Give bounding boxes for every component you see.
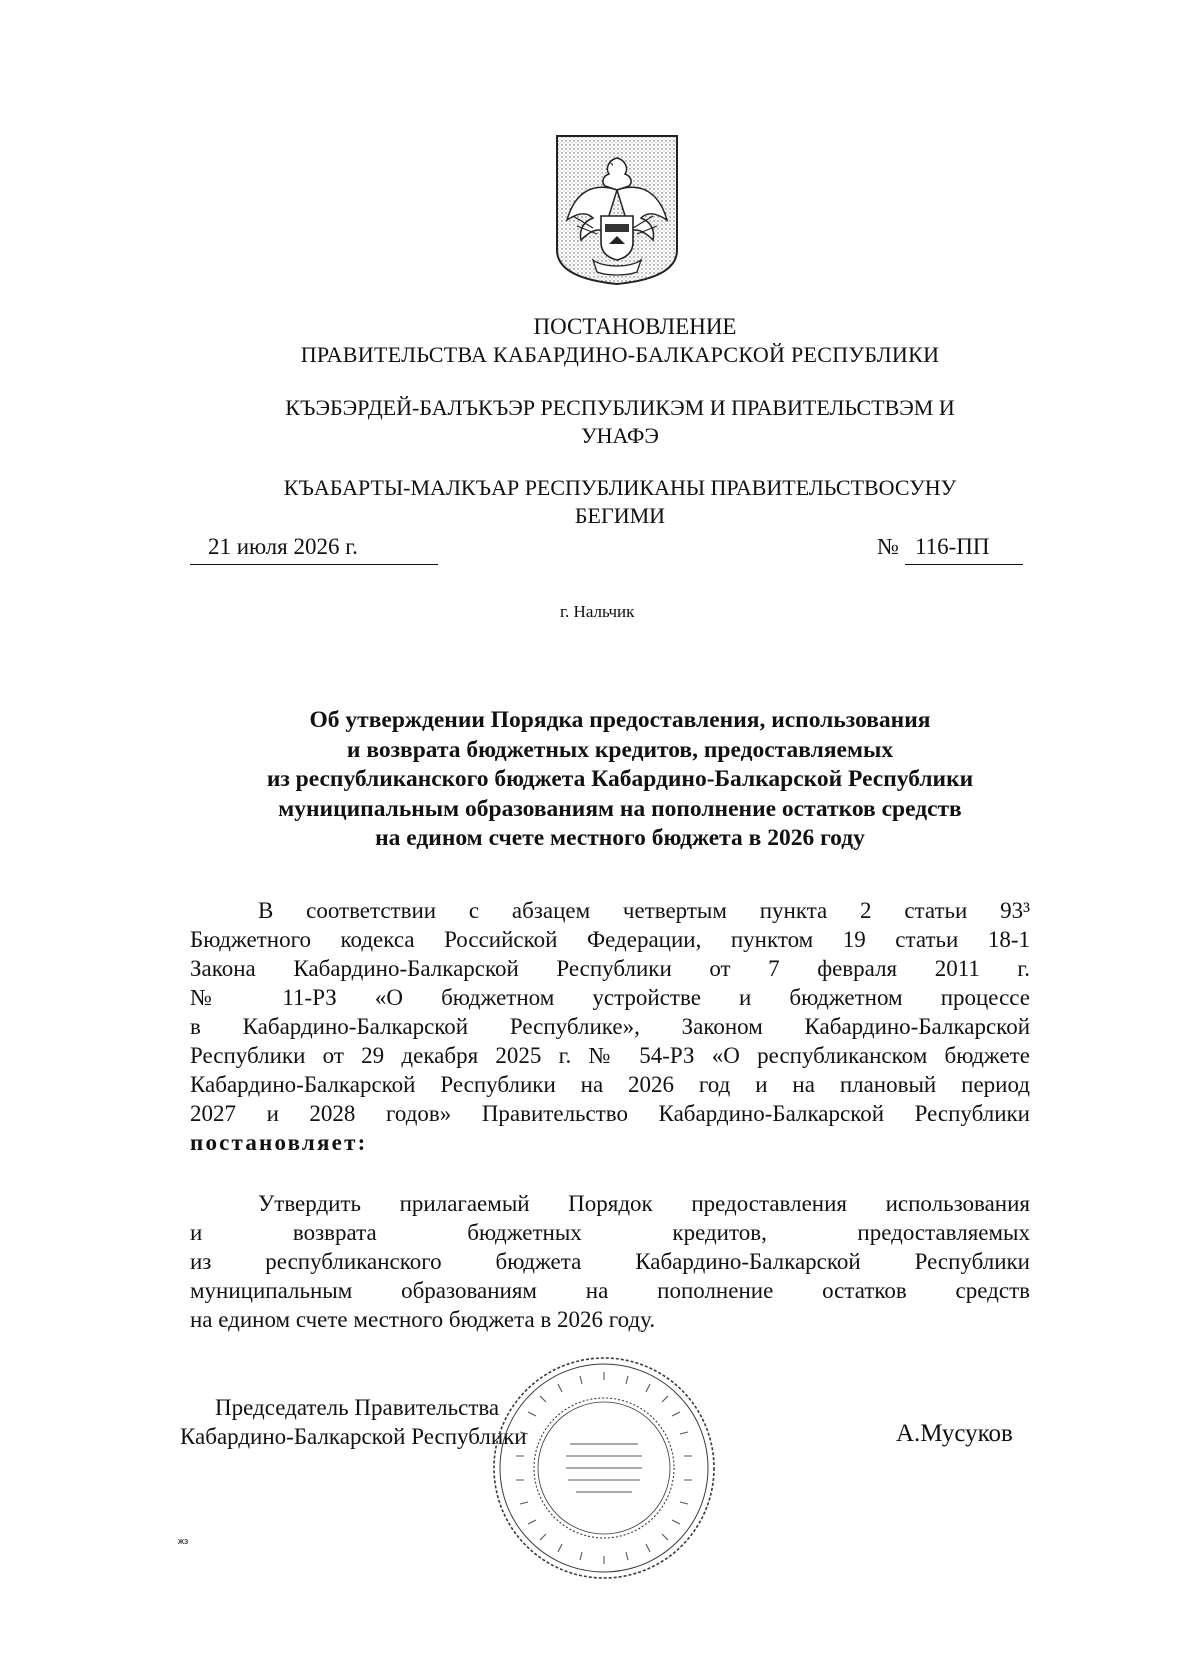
decree-date: 21 июля 2026 г. [190,534,438,565]
body-line: В соответствии с абзацем четвертым пункта 2 статьи 93³ [258,898,1030,923]
body-line: Закона Кабардино-Балкарской Республики от 7 февраля 2011 г. [190,956,1030,981]
title-line-2: и возврата бюджетных кредитов, предоставляемых [346,736,894,763]
resolution-paragraph [190,1189,1030,1334]
signatory-title-line-2: Кабардино-Балкарской Республики [180,1424,527,1449]
body-line: Бюджетного кодекса Российской Федерации, пунктом 19 статьи 18-1 [190,927,1030,952]
body-line: № 11-РЗ «О бюджетном устройстве и бюджетном процессе [190,985,1030,1010]
number-value: 116-ПП [905,534,1023,565]
body-line: в Кабардино-Балкарской Республике», Законом Кабардино-Балкарской [190,1014,1030,1039]
decree-title [160,706,1080,854]
body-line: из республиканского бюджета Кабардино-Балкарской Республики [190,1249,1030,1274]
signatory-title [180,1393,527,1451]
body-line: Республики от 29 декабря 2025 г. № 54-РЗ «О республиканском бюджете [190,1043,1030,1068]
body-line: и возврата бюджетных кредитов, предоставляемых [190,1220,1030,1245]
balkar-line-2: БЕГИМИ [574,503,666,528]
title-line-1: Об утверждении Порядка предоставления, использования [309,707,931,733]
body-line: Утвердить прилагаемый Порядок предоставления использования [258,1191,1030,1216]
body-line: на едином счете местного бюджета в 2026 году. [190,1307,656,1332]
resolves-word: постановляет: [190,1130,368,1155]
number-sign: № [877,534,899,559]
title-line-5: на едином счете местного бюджета в 2026 году [375,825,865,851]
preamble-paragraph [190,896,1030,1157]
body-line: муниципальным образованиям на пополнение остатков средств [190,1278,1030,1303]
decree-header-balkar [160,474,1080,530]
title-line-4: муниципальным образованиям на пополнение остатков средств [278,795,962,822]
executor-initials: жз [178,1536,189,1546]
kabardian-line-2: УНАФЭ [581,423,659,448]
coat-of-arms-eagle-icon [553,132,681,286]
kabardian-line-1: КЪЭБЭРДЕЙ-БАЛЪКЪЭР РЕСПУБЛИКЭМ И ПРАВИТЕЛЬСТВЭМ И [285,395,955,420]
balkar-line-1: КЪАБАРТЫ-МАЛКЪАР РЕСПУБЛИКАНЫ ПРАВИТЕЛЬСТВОСУНУ [283,475,957,500]
title-line-3: из республиканского бюджета Кабардино-Балкарской Республики [266,766,974,792]
body-line: Кабардино-Балкарской Республики на 2026 год и на плановый период [190,1072,1030,1097]
decree-header-kabardian [160,394,1080,450]
signatory-name: А.Мусуков [896,1420,1013,1447]
signatory-title-line-1: Председатель Правительства [215,1395,500,1420]
round-seal-stamp-icon [488,1352,720,1584]
city: г. Нальчик [560,602,635,621]
decree-header-russian [160,313,1080,369]
decree-type: ПОСТАНОВЛЕНИЕ [533,314,737,339]
body-line: 2027 и 2028 годов» Правительство Кабардино-Балкарской Республики [190,1101,1030,1126]
decree-number [877,534,1023,565]
issuing-authority: ПРАВИТЕЛЬСТВА КАБАРДИНО-БАЛКАРСКОЙ РЕСПУБЛИКИ [300,342,940,367]
